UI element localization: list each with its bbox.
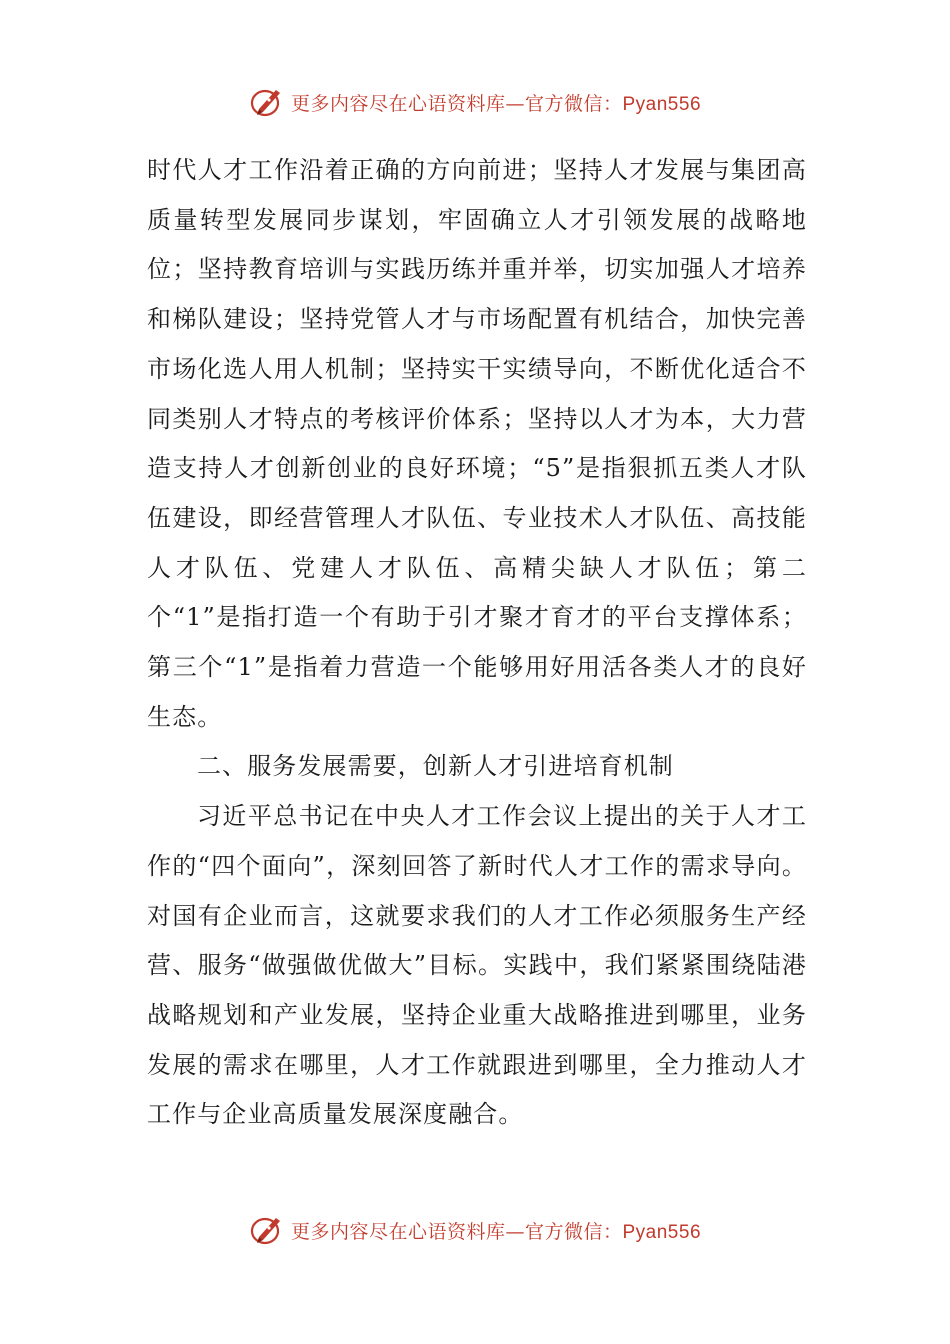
banner-text [291,89,701,116]
banner-text [291,1217,701,1244]
paragraph-section-body: 习近平总书记在中央人才工作会议上提出的关于人才工作的“四个面向”，深刻回答了新时代人才工作的需求导向。对国有企业而言，这就要求我们的人才工作必须服务生产经营、服务“做强做优做大”目标。实践中，我们紧紧围绕陆港战略规划和产业发展，坚持企业重大战略推进到哪里，业务发展的需求在哪里，人才工作就跟进到哪里，全力推动人才工作与企业高质量发展深度融合。 [147,802,807,1129]
wechat-id: Pyan556 [622,1221,702,1243]
pen-nib-logo-icon [249,1212,285,1248]
document-body [147,146,807,1140]
banner-label: 更多内容尽在心语资料库—官方微信： [290,1220,623,1243]
header-banner [0,82,950,122]
banner-label: 更多内容尽在心语资料库—官方微信： [290,92,623,115]
section-heading: 二、服务发展需要，创新人才引进培育机制 [197,752,674,781]
footer-banner [0,1210,950,1250]
pen-nib-logo-icon [249,84,285,120]
wechat-id: Pyan556 [622,93,702,115]
paragraph-continued: 时代人才工作沿着正确的方向前进；坚持人才发展与集团高质量转型发展同步谋划，牢固确立人才引领发展的战略地位；坚持教育培训与实践历练并重并举，切实加强人才培养和梯队建设；坚持党管人才与市场配置有机结合，加快完善市场化选人用人机制；坚持实干实绩导向，不断优化适合不同类别人才特点的考核评价体系；坚持以人才为本，大力营造支持人才创新创业的良好环境；“5”是指狠抓五类人才队伍建设，即经营管理人才队伍、专业技术人才队伍、高技能人才队伍、党建人才队伍、高精尖缺人才队伍；第二个“1”是指打造一个有助于引才聚才育才的平台支撑体系；第三个“1”是指着力营造一个能够用好用活各类人才的良好生态。 [147,156,807,731]
